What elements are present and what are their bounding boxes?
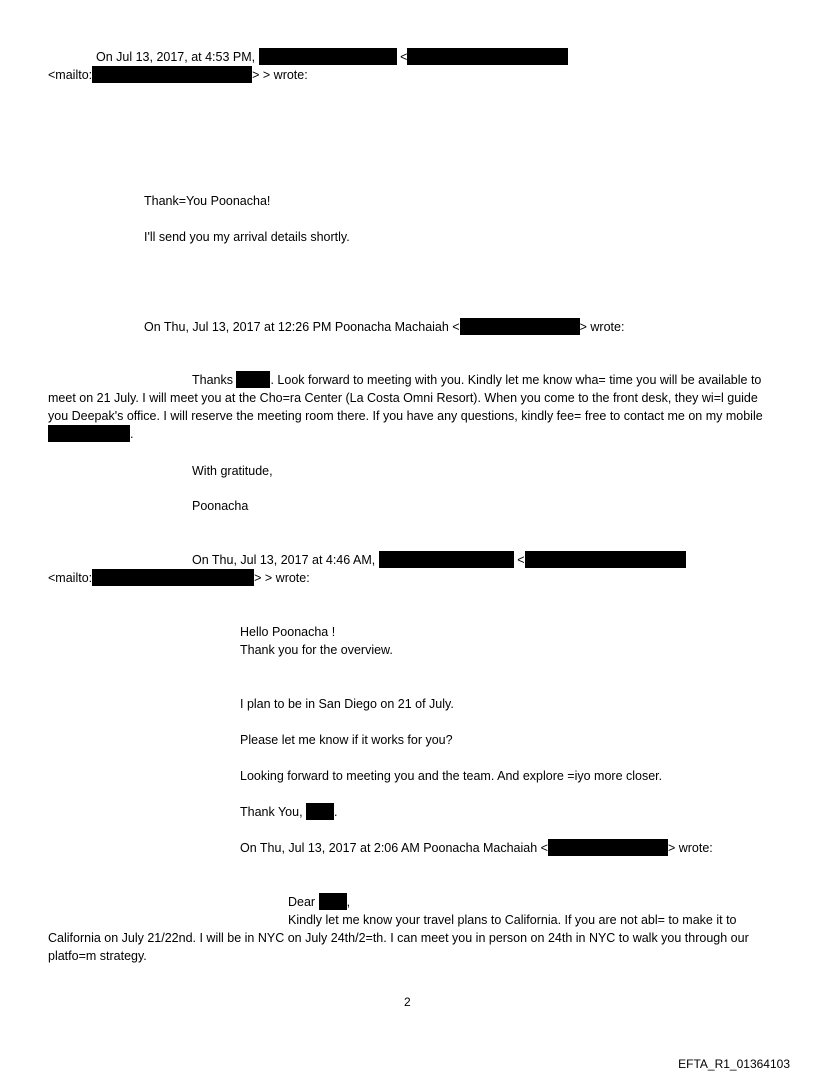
email2-first-line: . Look forward to meeting with you. Kindly let me know wha= time you will be — [270, 373, 695, 387]
mailto-prefix: <mailto: — [48, 571, 93, 585]
redaction-block — [259, 48, 397, 65]
email2-date-text: On Thu, Jul 13, 2017 at 12:26 PM Poonacha Machaiah < — [144, 320, 460, 334]
email3-line3: Please let me know if it works for you? — [240, 733, 453, 747]
redaction-block — [407, 48, 568, 65]
redaction-block — [236, 371, 270, 388]
wrote-suffix: > > wrote: — [254, 571, 310, 585]
dear-word: Dear — [288, 895, 316, 909]
email3-line2: I plan to be in San Diego on 21 of July. — [240, 697, 454, 711]
email4-body-rest: to California on July 21/22nd. I will be in NYC on July 24th/2=th. I can meet you in person on 24th in NYC to walk you through our platfo=m strategy. — [48, 913, 749, 963]
redaction-block — [548, 839, 668, 856]
email2-header — [144, 318, 624, 336]
email4-header — [240, 839, 713, 857]
period: . — [130, 427, 134, 441]
redaction-block — [525, 551, 686, 568]
wrote-suffix: > wrote: — [667, 841, 713, 855]
thanks-word: Thanks — [192, 373, 233, 387]
email1-body-line1: Thank=You Poonacha! — [144, 194, 271, 208]
document-id-footer: EFTA_R1_01364103 — [678, 1057, 790, 1071]
email4-greeting — [288, 893, 350, 911]
email3-line4: Looking forward to meeting you and the team. And explore =iyo more closer. — [240, 769, 663, 783]
thanks-text: Thank You, — [240, 805, 303, 819]
wrote-suffix: > wrote: — [579, 320, 625, 334]
email4-date-text: On Thu, Jul 13, 2017 at 2:06 AM Poonacha Machaiah < — [240, 841, 548, 855]
email1-mailto-line — [48, 66, 308, 84]
email2-body-paragraph — [48, 371, 778, 443]
comma: , — [346, 895, 351, 909]
closing-line: With gratitude, — [192, 464, 273, 478]
signature-line: Poonacha — [192, 499, 249, 513]
email4-body-paragraph — [48, 911, 778, 965]
email2-body-rest: available to meet on 21 July. I will meet you at the Cho=ra Center (La Costa Omni Resort). When you come to the front desk, they wi=l guide you Deepak's office. I will reserve the meeting room there. If you have any questions, kindly fee= free to contact me on my mobile — [48, 373, 763, 423]
period: . — [334, 805, 338, 819]
email1-header — [96, 48, 568, 66]
email1-body-line2: I'll send you my arrival details shortly. — [144, 230, 350, 244]
redaction-block — [48, 425, 130, 442]
wrote-suffix: > > wrote: — [252, 68, 308, 82]
email3-mailto-line — [48, 569, 310, 587]
redaction-block — [306, 803, 334, 820]
angle-bracket: < — [400, 50, 408, 64]
email4-first-line: Kindly let me know your travel plans to California. If you are not abl= to make it — [288, 913, 723, 927]
redaction-block — [460, 318, 580, 335]
angle-bracket: < — [517, 553, 525, 567]
page-number: 2 — [404, 995, 411, 1009]
email1-date-text: On Jul 13, 2017, at 4:53 PM, — [96, 50, 256, 64]
mailto-prefix: <mailto: — [48, 68, 93, 82]
email3-header — [192, 551, 686, 569]
email3-greeting: Hello Poonacha ! — [240, 625, 336, 639]
email3-thanks-line — [240, 803, 338, 821]
email3-line1: Thank you for the overview. — [240, 643, 393, 657]
redaction-block — [379, 551, 514, 568]
redaction-block — [92, 569, 254, 586]
redaction-block — [92, 66, 252, 83]
email3-date-text: On Thu, Jul 13, 2017 at 4:46 AM, — [192, 553, 376, 567]
redaction-block — [319, 893, 347, 910]
